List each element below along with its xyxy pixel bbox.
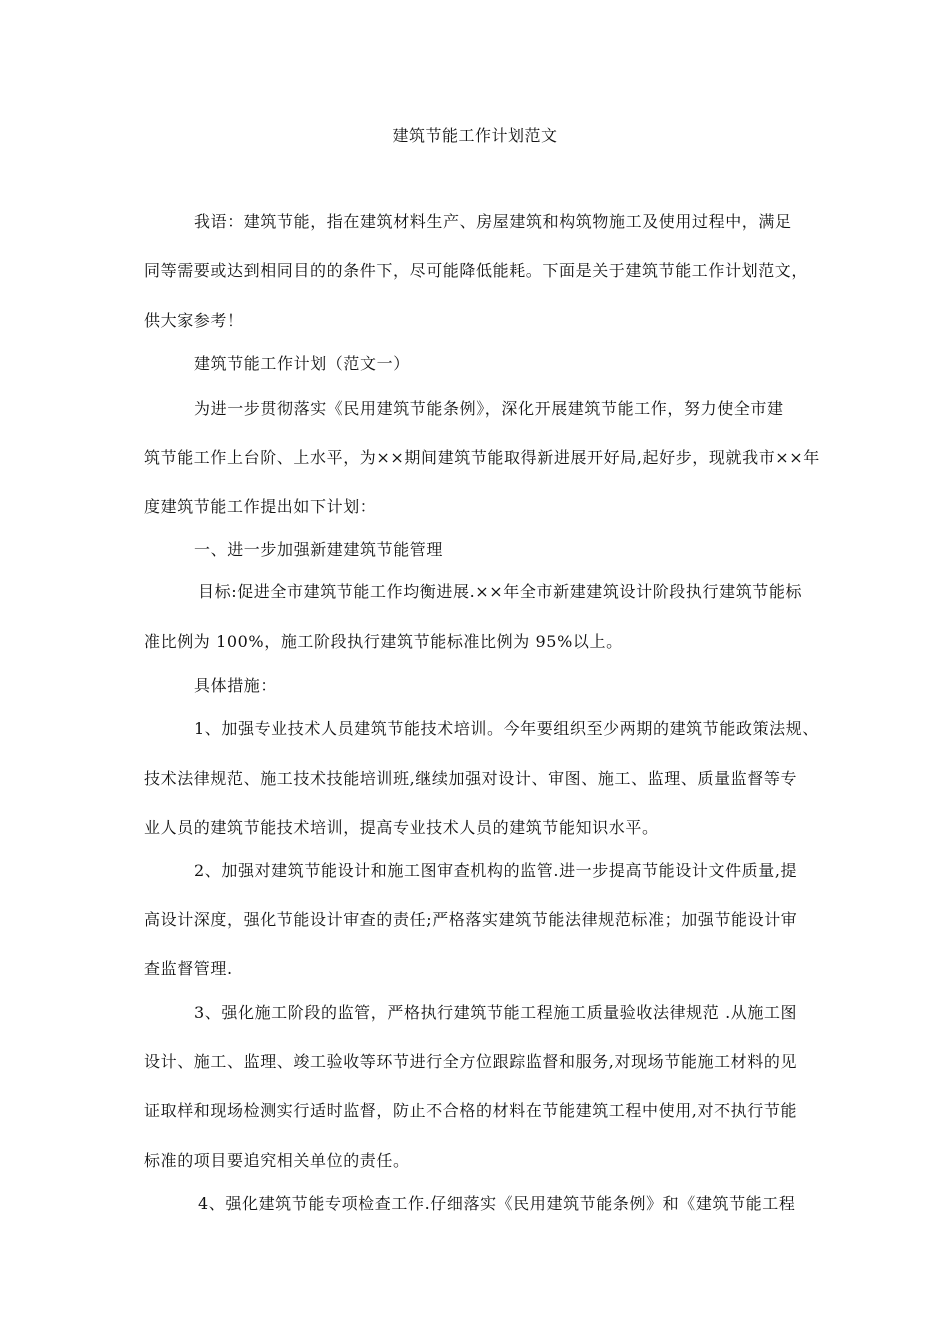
paragraph-line: 高设计深度，强化节能设计审查的责任;严格落实建筑节能法律规范标准；加强节能设计审 xyxy=(144,910,798,929)
section-heading: 一、进一步加强新建建筑节能管理 xyxy=(194,540,444,559)
paragraph-line: 2、加强对建筑节能设计和施工图审查机构的监管.进一步提高节能设计文件质量,提 xyxy=(194,861,798,880)
paragraph-line: 目标:促进全市建筑节能工作均衡进展.××年全市新建建筑设计阶段执行建筑节能标 xyxy=(198,582,803,601)
paragraph-line: 3、强化施工阶段的监管，严格执行建筑节能工程施工质量验收法律规范 .从施工图 xyxy=(194,1003,798,1022)
paragraph-line: 同等需要或达到相同目的的条件下，尽可能降低能耗。下面是关于建筑节能工作计划范文， xyxy=(144,261,809,280)
document-title: 建筑节能工作计划范文 xyxy=(392,126,558,145)
paragraph-line: 证取样和现场检测实行适时监督，防止不合格的材料在节能建筑工程中使用,对不执行节能 xyxy=(144,1101,798,1120)
paragraph-line: 4、强化建筑节能专项检查工作.仔细落实《民用建筑节能条例》和《建筑节能工程 xyxy=(198,1194,796,1213)
paragraph-line: 业人员的建筑节能技术培训，提高专业技术人员的建筑节能知识水平。 xyxy=(144,818,659,837)
paragraph-line: 我语：建筑节能，指在建筑材料生产、房屋建筑和构筑物施工及使用过程中，满足 xyxy=(194,212,792,231)
paragraph-line: 为进一步贯彻落实《民用建筑节能条例》，深化开展建筑节能工作，努力使全市建 xyxy=(194,399,784,418)
paragraph-line: 供大家参考！ xyxy=(144,311,244,330)
paragraph-line: 技术法律规范、施工技术技能培训班,继续加强对设计、审图、施工、监理、质量监督等专 xyxy=(144,769,798,788)
section-heading: 建筑节能工作计划（范文一） xyxy=(194,354,410,373)
paragraph-line: 设计、施工、监理、竣工验收等环节进行全方位跟踪监督和服务,对现场节能施工材料的见 xyxy=(144,1052,798,1071)
paragraph-line: 标准的项目要追究相关单位的责任。 xyxy=(144,1151,410,1170)
section-heading: 具体措施： xyxy=(194,676,278,695)
paragraph-line: 准比例为 100%，施工阶段执行建筑节能标准比例为 95%以上。 xyxy=(144,632,623,651)
paragraph-line: 查监督管理. xyxy=(144,959,233,978)
paragraph-line: 筑节能工作上台阶、上水平，为××期间建筑节能取得新进展开好局,起好步，现就我市××年 xyxy=(144,448,820,467)
paragraph-line: 1、加强专业技术人员建筑节能技术培训。今年要组织至少两期的建筑节能政策法规、 xyxy=(194,719,819,738)
paragraph-line: 度建筑节能工作提出如下计划： xyxy=(144,497,377,516)
